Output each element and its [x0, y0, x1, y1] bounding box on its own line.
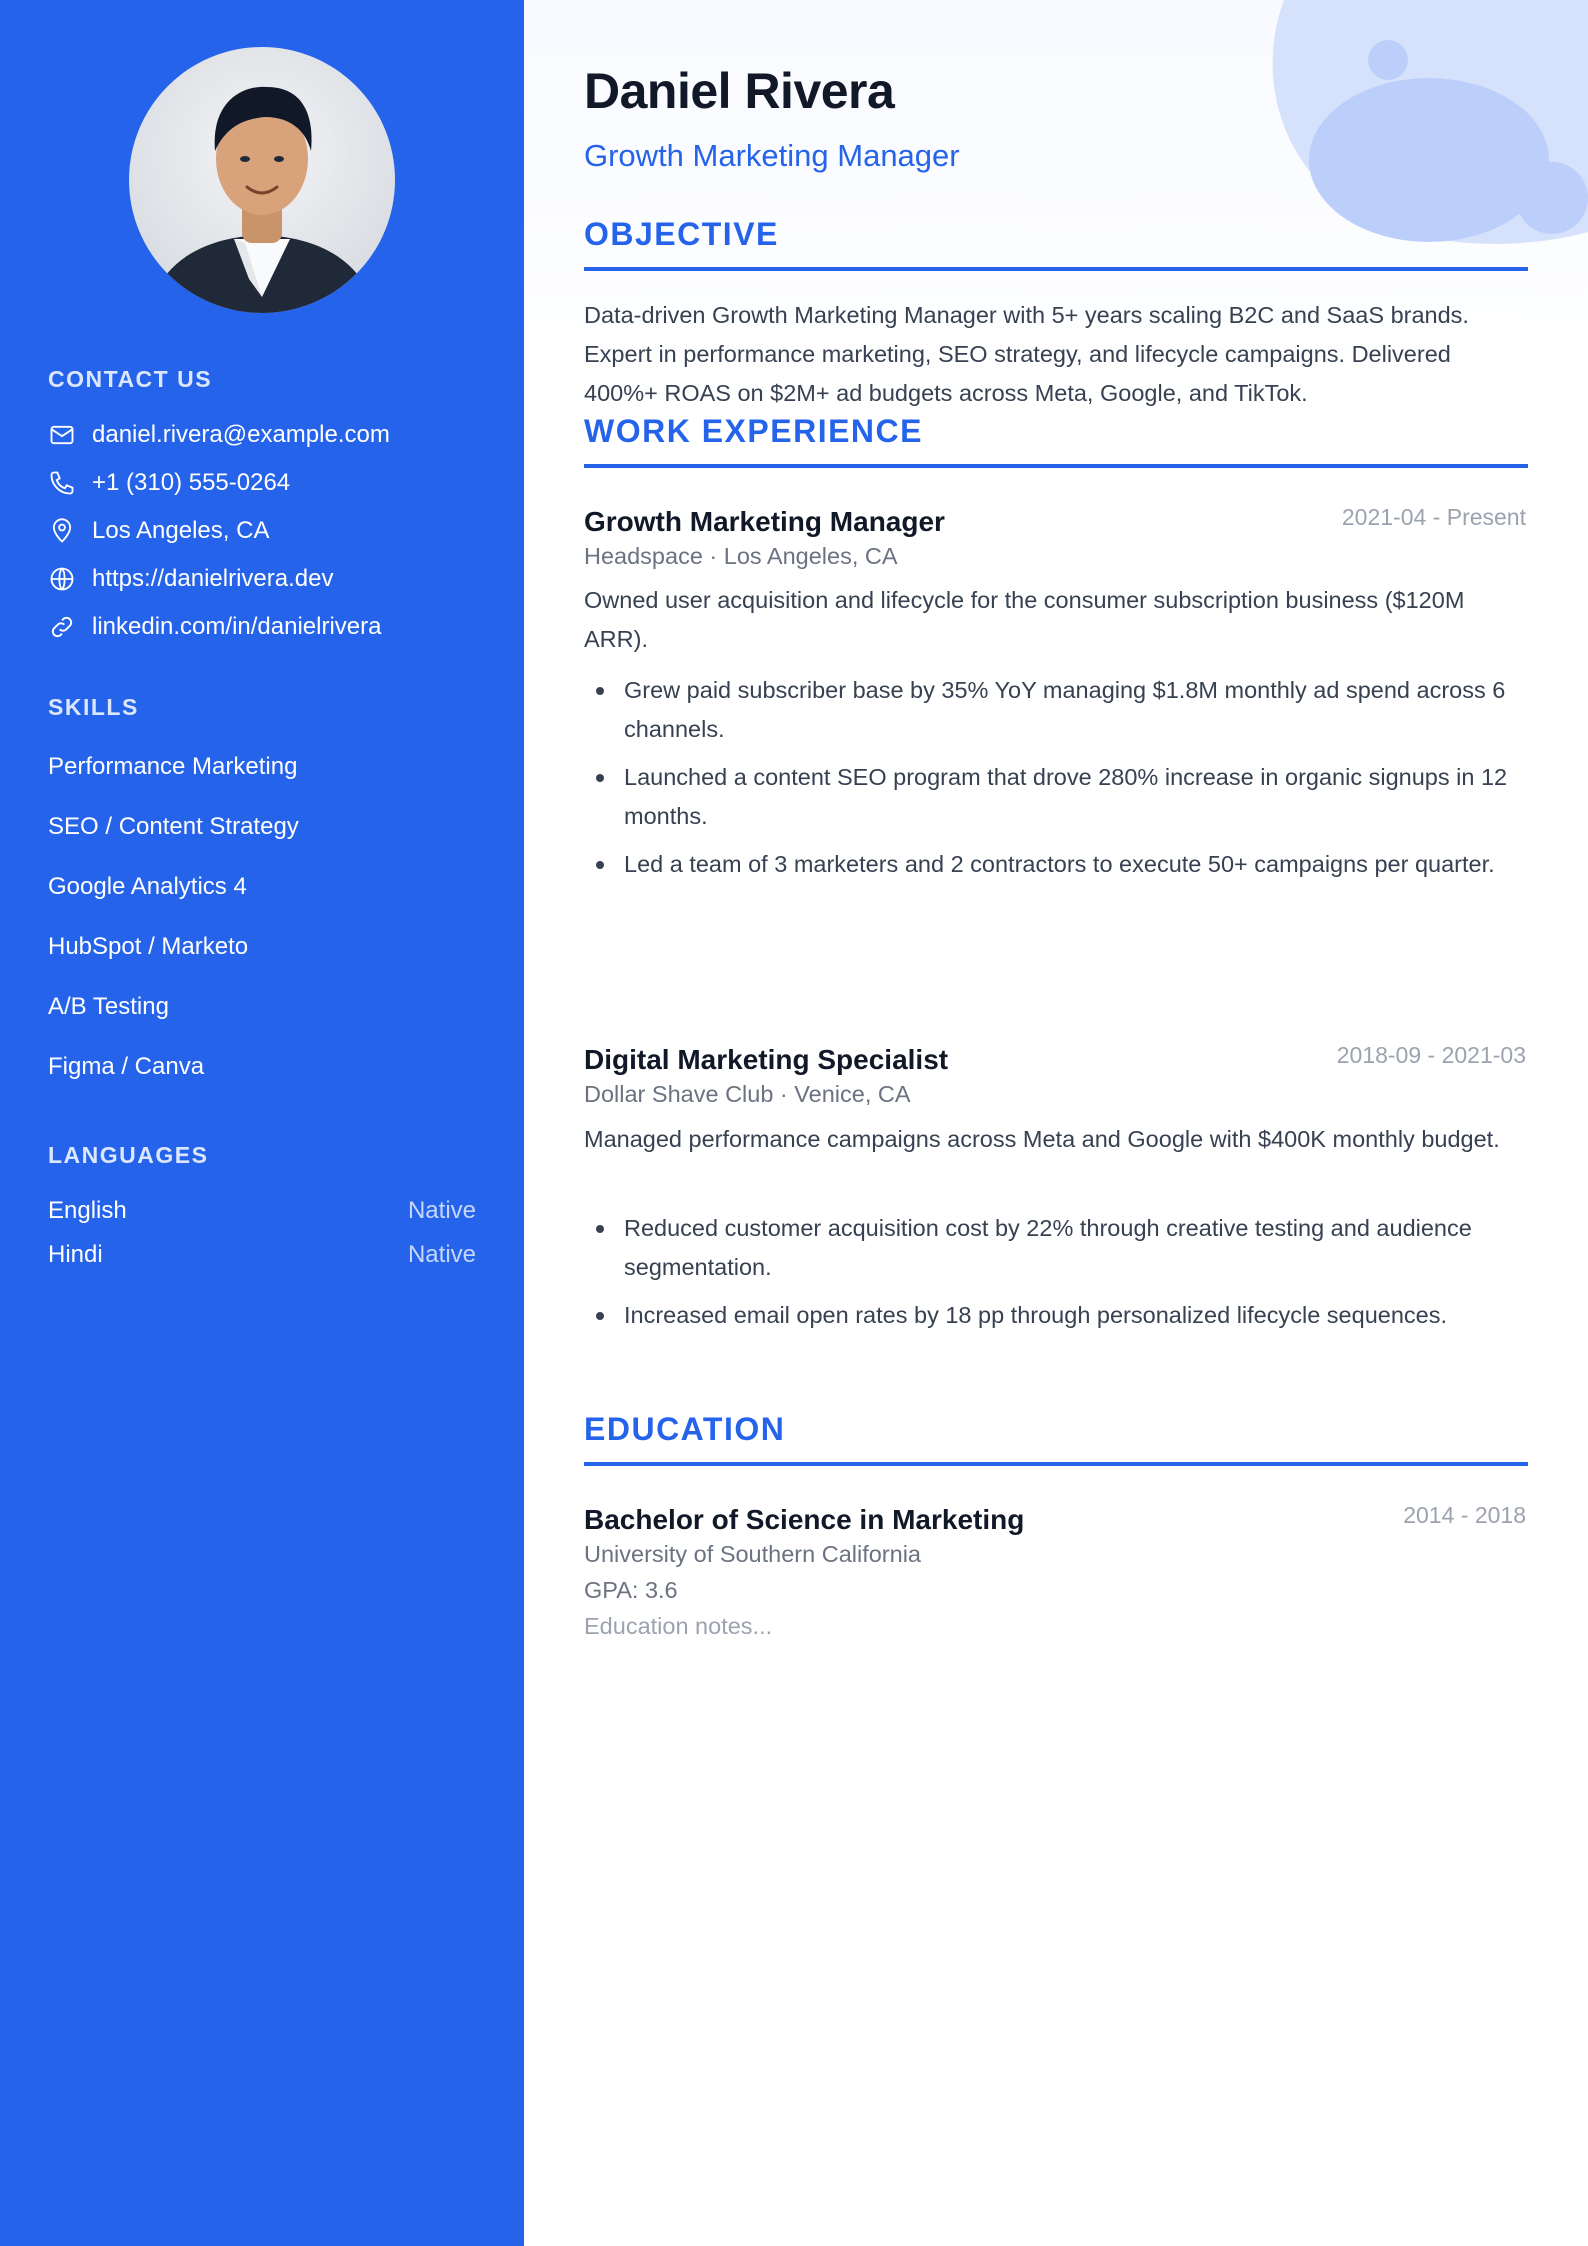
- location-pin-icon: [48, 517, 76, 545]
- degree-title: Bachelor of Science in Marketing: [584, 1504, 1025, 1535]
- skill-item: Performance Marketing: [48, 753, 298, 780]
- objective-heading: OBJECTIVE: [584, 216, 779, 252]
- job-summary: Owned user acquisition and lifecycle for the consumer subscription business ($120M ARR).: [584, 587, 1465, 652]
- experience-heading: WORK EXPERIENCE: [584, 413, 923, 449]
- section-divider: [584, 267, 1528, 271]
- contact-phone[interactable]: [48, 466, 290, 500]
- sidebar: [0, 0, 524, 2246]
- contact-heading: CONTACT US: [48, 366, 213, 392]
- candidate-name: Daniel Rivera: [584, 63, 895, 119]
- contact-location: [48, 514, 269, 548]
- languages-heading: LANGUAGES: [48, 1142, 209, 1168]
- contact-website[interactable]: [48, 562, 333, 596]
- job-summary: Managed performance campaigns across Meta and Google with $400K monthly budget.: [584, 1126, 1500, 1152]
- language-name: English: [48, 1197, 127, 1224]
- language-row: [48, 1197, 476, 1225]
- skill-item: Figma / Canva: [48, 1053, 205, 1080]
- objective-text: Data-driven Growth Marketing Manager with 5+ years scaling B2C and SaaS brands. Expert in performance marketing, SEO strategy, and lifecycle campaigns. Delivered 400%+ ROAS on $2M+ ad budgets across Meta, Google, and TikTok.: [584, 302, 1469, 406]
- section-divider: [584, 464, 1528, 468]
- list-item: Grew paid subscriber base by 35% YoY managing $1.8M monthly ad spend across 6 channels.: [584, 671, 1528, 749]
- language-name: Hindi: [48, 1241, 103, 1268]
- skill-item: SEO / Content Strategy: [48, 813, 299, 840]
- contact-linkedin-text: linkedin.com/in/danielrivera: [92, 613, 382, 640]
- skill-item: HubSpot / Marketo: [48, 933, 249, 960]
- education-notes: Education notes...: [584, 1613, 773, 1639]
- education-heading: EDUCATION: [584, 1411, 786, 1447]
- job-title: Digital Marketing Specialist: [584, 1044, 949, 1075]
- skill-item: Google Analytics 4: [48, 873, 247, 900]
- job-dates: 2021-04 - Present: [1341, 504, 1526, 530]
- avatar: [129, 47, 395, 313]
- link-icon: [48, 613, 76, 641]
- list-item: Increased email open rates by 18 pp through personalized lifecycle sequences.: [584, 1296, 1528, 1335]
- profile-photo: [129, 47, 395, 313]
- language-level: Native: [407, 1197, 476, 1224]
- candidate-title: Growth Marketing Manager: [584, 138, 960, 173]
- globe-icon: [48, 565, 76, 593]
- skill-item: A/B Testing: [48, 993, 169, 1020]
- job-title: Growth Marketing Manager: [584, 506, 945, 537]
- list-item: Reduced customer acquisition cost by 22% through creative testing and audience segmentation.: [584, 1209, 1528, 1287]
- education-dates: 2014 - 2018: [1403, 1502, 1526, 1528]
- list-item: Launched a content SEO program that drove 280% increase in organic signups in 12 months.: [584, 758, 1528, 836]
- contact-linkedin[interactable]: [48, 610, 381, 644]
- job-achievements: [584, 671, 1528, 893]
- contact-email-text: daniel.rivera@example.com: [92, 421, 390, 448]
- job-company: Dollar Shave Club · Venice, CA: [584, 1081, 911, 1107]
- gpa: GPA: 3.6: [584, 1577, 678, 1603]
- language-level: Native: [407, 1241, 476, 1268]
- contact-email[interactable]: [48, 418, 390, 452]
- main-content: [524, 0, 1588, 2246]
- job-company: Headspace · Los Angeles, CA: [584, 543, 898, 569]
- language-row: [48, 1241, 476, 1269]
- contact-location-text: Los Angeles, CA: [92, 517, 270, 544]
- phone-icon: [48, 469, 76, 497]
- job-achievements: [584, 1209, 1528, 1344]
- school-name: University of Southern California: [584, 1541, 921, 1567]
- skills-heading: SKILLS: [48, 694, 139, 720]
- list-item: Led a team of 3 marketers and 2 contractors to execute 50+ campaigns per quarter.: [584, 845, 1528, 884]
- contact-phone-text: +1 (310) 555-0264: [92, 469, 291, 496]
- section-divider: [584, 1462, 1528, 1466]
- job-dates: 2018-09 - 2021-03: [1336, 1042, 1526, 1068]
- mail-icon: [48, 421, 76, 449]
- contact-website-text: https://danielrivera.dev: [92, 565, 334, 592]
